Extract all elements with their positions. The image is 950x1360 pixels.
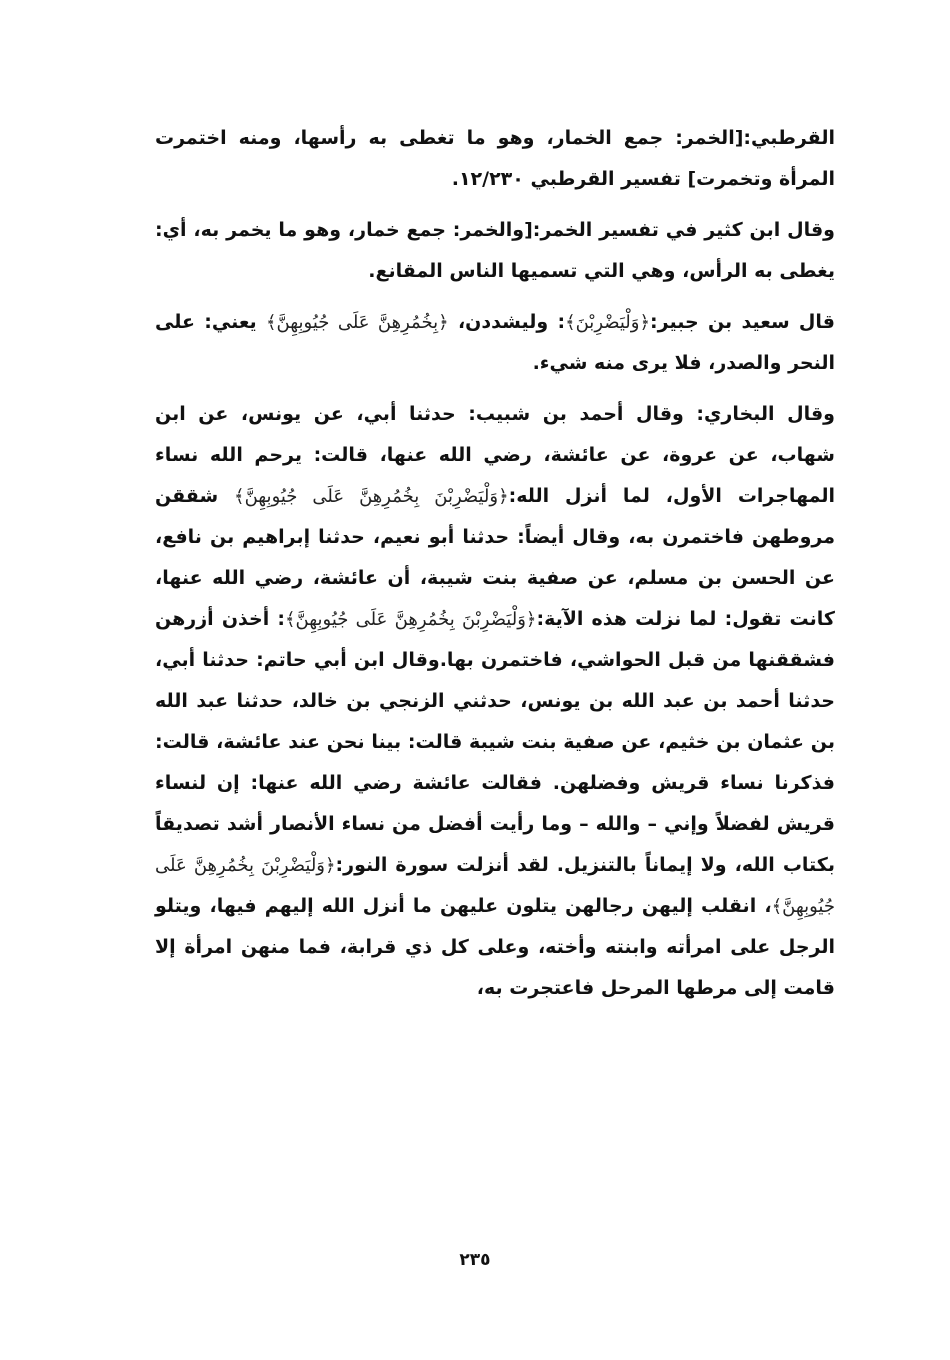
body-text	[155, 118, 835, 1019]
text-segment: شققن مروطهن فاختمرن به، وقال أيضاً: حدثنا أبو نعيم، حدثنا إبراهيم بن نافع، عن الحسن بن مسلم، عن صفية بنت شيبة، أن عائشة، رضي الله عنها، كانت تقول: لما نزلت هذه الآية:	[155, 485, 835, 630]
text-segment: : وليشددن،	[448, 311, 566, 333]
page-number: ٢٣٥	[459, 1250, 491, 1270]
paragraph	[155, 302, 835, 384]
paragraph	[155, 210, 835, 292]
text-segment: القرطبي:[الخمر: جمع الخمار، وهو ما تغطى به رأسها، ومنه اختمرت المرأة وتخمرت] تفسير القرطبي ١٢/٢٣٠.	[155, 127, 835, 190]
text-segment: وقال البخاري: وقال أحمد بن شبيب: حدثنا أبي، عن يونس، عن ابن شهاب، عن عروة، عن عائشة، رضي الله عنها، قالت: يرحم الله نساء المهاجرات الأول، لما أنزل الله:	[155, 403, 835, 507]
paragraph	[155, 394, 835, 1009]
text-segment: ، انقلب إليهن رجالهن يتلون عليهن ما أنزل الله إليهم فيها، ويتلو الرجل على امرأته وابنته وأخته، وعلى كل ذي قرابة، فما منهن امرأة إلا قامت إلى مرطها المرحل فاعتجرت به،	[155, 895, 835, 999]
text-segment: قال سعيد بن جبير:	[650, 311, 835, 333]
text-segment: وقال ابن كثير في تفسير الخمر:[والخمر: جمع خمار، وهو ما يخمر به، أي: يغطى به الرأس، وهي التي تسميها الناس المقانع.	[155, 219, 835, 282]
quran-verse: ﴿وَلْيَضْرِبْنَ بِخُمُرِهِنَّ عَلَى جُيُوبِهِنَّ﴾	[234, 486, 509, 507]
quran-verse: ﴿وَلْيَضْرِبْنَ بِخُمُرِهِنَّ عَلَى جُيُوبِهِنَّ﴾	[155, 855, 835, 917]
quran-verse: ﴿بِخُمُرِهِنَّ عَلَى جُيُوبِهِنَّ﴾	[266, 312, 449, 333]
paragraph	[155, 118, 835, 200]
quran-verse: ﴿وَلْيَضْرِبْنَ﴾	[565, 312, 651, 333]
quran-verse: ﴿وَلْيَضْرِبْنَ بِخُمُرِهِنَّ عَلَى جُيُوبِهِنَّ﴾	[284, 609, 537, 630]
text-segment: : أخذن أزرهن فشققنها من قبل الحواشي، فاختمرن بها.وقال ابن أبي حاتم: حدثنا أبي، حدثنا أحمد بن عبد الله بن يونس، حدثني الزنجي بن خالد، حدثنا عبد الله بن عثمان بن خثيم، عن صفية بنت شيبة قالت: بينا نحن عند عائشة، قالت: فذكرنا نساء قريش وفضلهن. فقالت عائشة رضي الله عنها: إن لنساء قريش لفضلاً وإني – والله – وما رأيت أفضل من نساء الأنصار أشد تصديقاً بكتاب الله، ولا إيماناً بالتنزيل. لقد أنزلت سورة النور:	[155, 608, 835, 876]
text-segment: يعني: على النحر والصدر، فلا يرى منه شيء.	[155, 311, 835, 374]
